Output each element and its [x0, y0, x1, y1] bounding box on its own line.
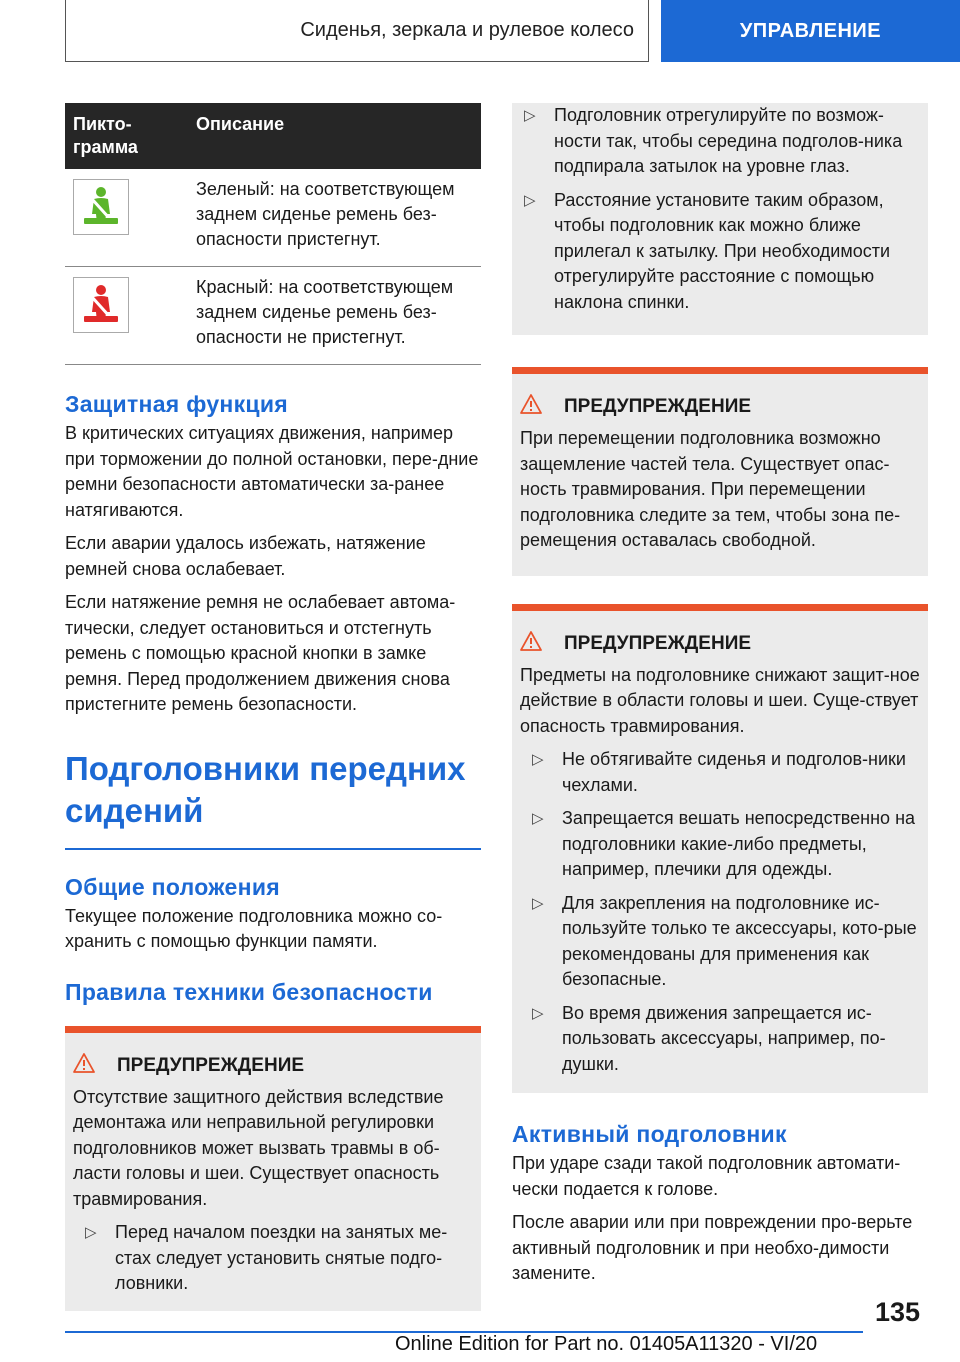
- section-heading-protective: Защитная функция: [65, 391, 289, 417]
- table-header-description: Описание: [188, 103, 481, 169]
- warning-box: [512, 367, 928, 576]
- paragraph: После аварии или при повреждении про-верьте активный подголовник и при необхо-димости замените.: [512, 1212, 913, 1283]
- chapter-heading-headrests: Подголовники передних сидений: [65, 749, 466, 829]
- chapter-title: УПРАВЛЕНИЕ: [739, 19, 882, 42]
- warning-label: ПРЕДУПРЕЖДЕНИЕ: [564, 396, 752, 417]
- warning-label: ПРЕДУПРЕЖДЕНИЕ: [564, 632, 752, 654]
- warning-text: При перемещении подголовника возможно защемление частей тела. Существует опас-ность травмирования. При перемещении подголовника следите за тем, чтобы зона пе-ремещения оставалась свободной.: [520, 428, 901, 550]
- warning-list: [520, 747, 920, 1077]
- footer-edition: Online Edition for Part no. 01405A11320 - VI/20: [395, 1333, 818, 1355]
- triangle-bullet-icon: ▷: [524, 107, 536, 124]
- triangle-bullet-icon: ▷: [532, 810, 544, 827]
- section-title: Сиденья, зеркала и рулевое колесо: [300, 19, 634, 41]
- triangle-bullet-icon: ▷: [532, 894, 544, 912]
- page-number: 135: [875, 1297, 921, 1327]
- warning-text: Отсутствие защитного действия вследствие демонтажа или неправильной регулировки подголовников может вызвать травмы в об-ласти головы и шеи. Существует опасность травмирования.: [73, 1086, 444, 1209]
- seatbelt-green-icon: [73, 179, 129, 235]
- warning-text: Предметы на подголовнике снижают защит-ное действие в области головы и шеи. Суще-ствует опасность травмирования.: [520, 664, 920, 736]
- table-cell-description: Зеленый: на соответствующем заднем сиденье ремень без-опасности пристегнут.: [188, 169, 481, 267]
- warning-triangle-icon: [520, 631, 542, 657]
- list-item: ▷ Во время движения запрещается ис-пользовать аксессуары, например, по-душки.: [532, 1002, 886, 1074]
- warning-bar: [512, 367, 928, 374]
- instruction-box: [512, 103, 928, 335]
- list-item: ▷ Не обтягивайте сиденья и подголов-ники чехлами.: [532, 749, 906, 795]
- seatbelt-red-icon: [73, 277, 129, 333]
- triangle-bullet-icon: ▷: [532, 1004, 544, 1022]
- list-item: ▷ Расстояние установите таким образом, чтобы подголовник как можно ближе прилегал к затылку. При необходимости отрегулируйте расстояние с помощью наклона спинки.: [524, 189, 891, 312]
- triangle-bullet-icon: ▷: [524, 191, 536, 209]
- heading-rule: [65, 848, 481, 850]
- warning-triangle-icon: [520, 394, 542, 420]
- paragraph: В критических ситуациях движения, например при торможении до полной остановки, пере-дние ремни безопасности автоматически за-ранее натягиваются.: [65, 423, 479, 520]
- warning-bar: [512, 604, 928, 611]
- warning-bar: [65, 1026, 481, 1033]
- pictogram-table: [65, 103, 481, 365]
- running-header-section: [65, 0, 649, 62]
- running-header-chapter: [661, 0, 960, 62]
- paragraph: Если натяжение ремня не ослабевает автома-тически, следует остановиться и отстегнуть ремень с помощью красной кнопки в замке ремня. Перед продолжением движения снова пристегните ремень безопасности.: [65, 592, 456, 714]
- warning-label: ПРЕДУПРЕЖДЕНИЕ: [117, 1054, 305, 1076]
- warning-box: [65, 1026, 481, 1311]
- triangle-bullet-icon: ▷: [532, 751, 544, 768]
- section-heading-safety: Правила техники безопасности: [65, 978, 433, 1005]
- paragraph: Текущее положение подголовника можно со-хранить с помощью функции памяти.: [65, 905, 443, 951]
- list-item: ▷ Для закрепления на подголовнике ис-пользуйте только те аксессуары, кото-рые рекомендованы для применения как безопасные.: [532, 892, 917, 989]
- instruction-list: [512, 103, 920, 315]
- paragraph: При ударе сзади такой подголовник автомати-чески подается к голове.: [512, 1153, 901, 1199]
- list-item: ▷ Запрещается вешать непосредственно на подголовники какие-либо предметы, например, плечики для одежды.: [532, 808, 916, 879]
- table-row: [65, 267, 481, 365]
- section-heading-active: Активный подголовник: [512, 1121, 787, 1147]
- table-row: [65, 169, 481, 267]
- right-column: [512, 103, 928, 1287]
- table-cell-description: Красный: на соответствующем заднем сиденье ремень без-опасности не пристегнут.: [188, 267, 481, 365]
- table-header-pictogram: Пикто- грамма: [65, 103, 188, 169]
- left-column: [65, 103, 481, 1311]
- list-item: ▷ Перед началом поездки на занятых ме-стах следует установить снятые подго-ловники.: [85, 1222, 448, 1293]
- warning-triangle-icon: [73, 1053, 95, 1079]
- warning-box: [512, 604, 928, 1094]
- triangle-bullet-icon: ▷: [85, 1224, 97, 1241]
- paragraph: Если аварии удалось избежать, натяжение ремней снова ослабевает.: [65, 533, 426, 579]
- section-heading-general: Общие положения: [65, 873, 280, 900]
- warning-list: [73, 1220, 473, 1297]
- list-item: ▷ Подголовник отрегулируйте по возмож-ности так, чтобы середина подголов-ника подпирала затылок на уровне глаз.: [524, 105, 903, 176]
